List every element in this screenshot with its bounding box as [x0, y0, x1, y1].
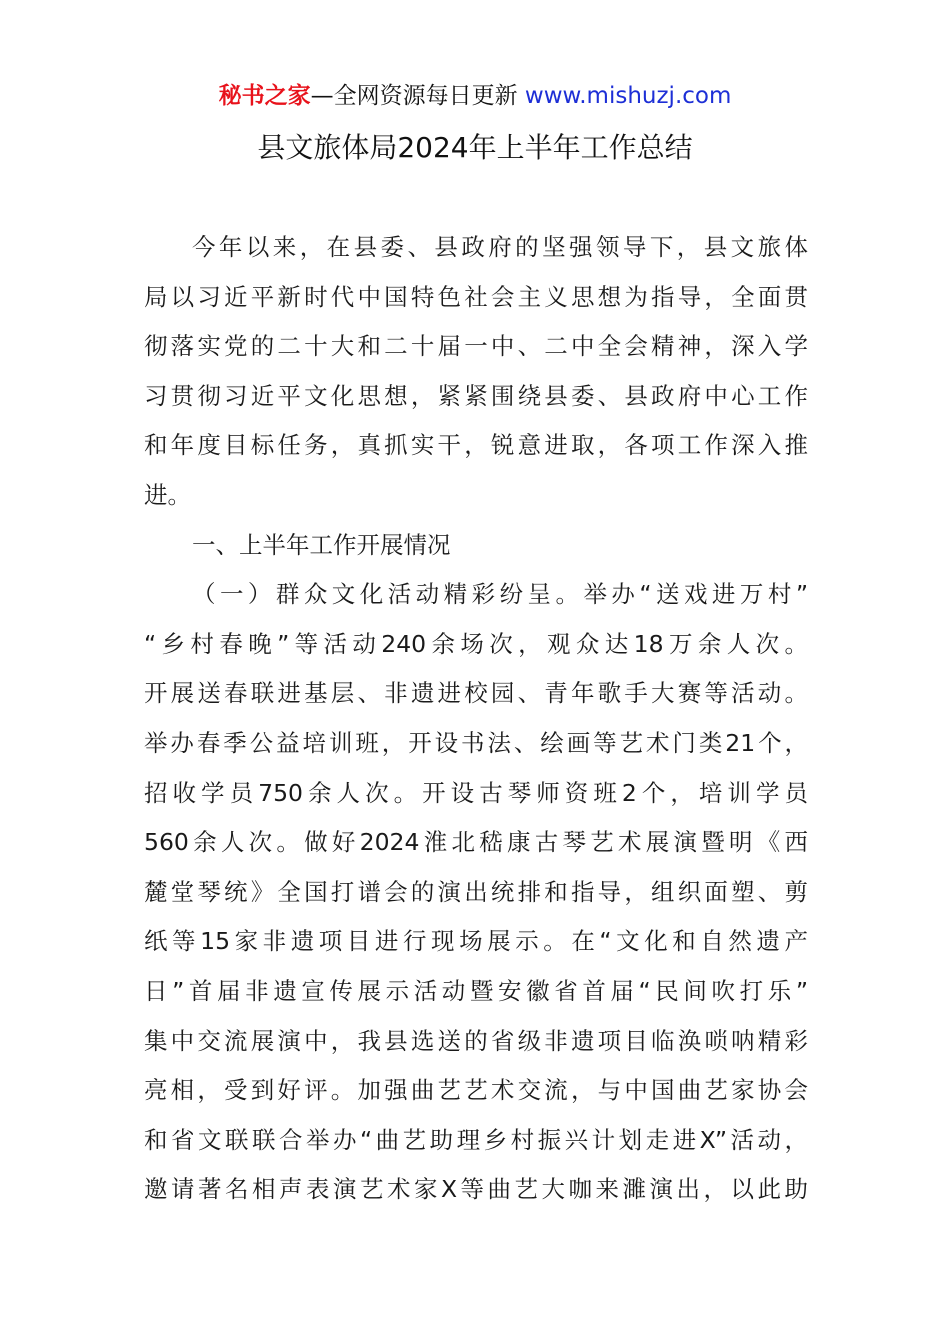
text-line: 560余人次。做好2024淮北嵇康古琴艺术展演暨明《西 — [144, 828, 808, 857]
site-url-link[interactable]: www.mishuzj.com — [524, 83, 732, 109]
text-line: 进。 — [144, 480, 191, 509]
text-line: 习贯彻习近平文化思想，紧紧围绕县委、县政府中心工作 — [144, 381, 808, 410]
brand-name: 秘书之家 — [218, 83, 311, 109]
text-line: 纸等15家非遗项目进行现场展示。在“文化和自然遗产 — [144, 927, 808, 956]
text-line: 开展送春联进基层、非遗进校园、青年歌手大赛等活动。 — [144, 679, 808, 708]
text-line: 今年以来，在县委、县政府的坚强领导下，县文旅体 — [192, 233, 808, 261]
text-line: 集中交流展演中，我县选送的省级非遗项目临涣唢呐精彩 — [144, 1026, 808, 1055]
text-line: 举办春季公益培训班，开设书法、绘画等艺术门类21个， — [144, 728, 808, 757]
text-line: 和省文联联合举办“曲艺助理乡村振兴计划走进X”活动， — [144, 1125, 808, 1154]
text-line: 招收学员750余人次。开设古琴师资班2个，培训学员 — [144, 778, 808, 807]
text-line: “乡村春晚”等活动240余场次，观众达18万余人次。 — [144, 629, 808, 658]
document-body — [144, 223, 808, 1215]
text-line: 邀请著名相声表演艺术家X等曲艺大咖来濉演出，以此助 — [144, 1175, 808, 1204]
text-line: 局以习近平新时代中国特色社会主义思想为指导，全面贯 — [144, 282, 808, 311]
site-banner — [0, 80, 950, 112]
text-line: （一）群众文化活动精彩纷呈。举办“送戏进万村” — [192, 580, 808, 609]
text-line: 日”首届非遗宣传展示活动暨安徽省首届“民间吹打乐” — [144, 976, 808, 1005]
text-line: 亮相，受到好评。加强曲艺艺术交流，与中国曲艺家协会 — [144, 1076, 808, 1105]
document-title: 县文旅体局2024年上半年工作总结 — [257, 131, 693, 164]
text-line: 彻落实党的二十大和二十届一中、二中全会精神，深入学 — [144, 332, 808, 361]
banner-tagline: —全网资源每日更新 — [310, 83, 525, 109]
section-heading: 一、上半年工作开展情况 — [192, 530, 451, 559]
text-line: 和年度目标任务，真抓实干，锐意进取，各项工作深入推 — [144, 431, 808, 460]
text-line: 麓堂琴统》全国打谱会的演出统排和指导，组织面塑、剪 — [144, 877, 808, 906]
